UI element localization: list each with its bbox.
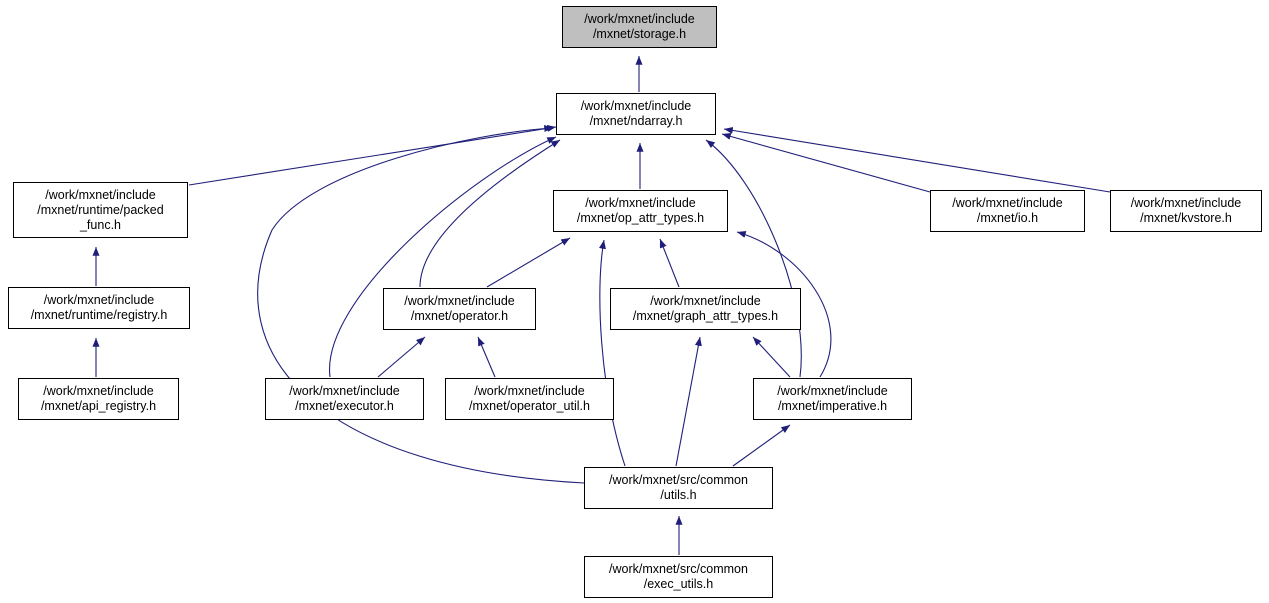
node-kvstore-h[interactable]: [1110, 190, 1262, 232]
node-label-line1: /work/mxnet/include: [474, 384, 585, 398]
node-label-line2: /mxnet/api_registry.h: [40, 399, 157, 413]
node-runtime-registry-h[interactable]: [8, 287, 190, 329]
node-label-line2: /mxnet/runtime/registry.h: [30, 308, 168, 322]
node-label-line1: /work/mxnet/include: [289, 384, 400, 398]
node-common-exec-utils-h[interactable]: [584, 556, 773, 598]
node-label-line1: /work/mxnet/include: [952, 196, 1063, 210]
node-label-line2: /mxnet/runtime/packed: [37, 202, 164, 217]
node-label-line1: /work/mxnet/include: [584, 12, 695, 26]
node-label-line2: /mxnet/operator_util.h: [469, 399, 590, 413]
node-label-line1: /work/mxnet/include: [45, 187, 156, 202]
node-label-line1: /work/mxnet/include: [580, 99, 692, 113]
node-label-line2: /mxnet/io.h: [976, 211, 1039, 225]
node-label-line1: /work/mxnet/include: [404, 294, 515, 308]
node-operator-h[interactable]: [383, 288, 536, 330]
node-label-line1: /work/mxnet/include: [43, 384, 154, 398]
node-label-line2: /utils.h: [660, 488, 697, 502]
node-io-h[interactable]: [930, 190, 1085, 232]
node-common-utils-h[interactable]: [584, 467, 773, 509]
node-label-line2: /mxnet/imperative.h: [777, 399, 888, 413]
node-label-line1: /work/mxnet/src/common: [609, 562, 748, 576]
node-label-line2: /mxnet/ndarray.h: [589, 114, 683, 128]
node-imperative-h[interactable]: [753, 378, 912, 420]
node-label-line2: /mxnet/executor.h: [295, 399, 394, 413]
node-label-line1: /work/mxnet/include: [777, 384, 888, 398]
node-label-line1: /work/mxnet/src/common: [609, 473, 748, 487]
node-label-line1: /work/mxnet/include: [43, 293, 155, 307]
node-operator-util-h[interactable]: [445, 378, 614, 420]
node-label-line2: /exec_utils.h: [643, 577, 714, 591]
node-label-line1: /work/mxnet/include: [1130, 196, 1242, 210]
node-label-line2: /mxnet/storage.h: [592, 27, 687, 41]
node-label-line2: /mxnet/operator.h: [410, 309, 509, 323]
node-op-attr-types-h[interactable]: [553, 190, 728, 232]
node-label-line2: /mxnet/kvstore.h: [1140, 211, 1232, 225]
node-label-line1: /work/mxnet/include: [650, 294, 761, 308]
node-ndarray-h[interactable]: [556, 93, 716, 135]
node-runtime-packed-func-h[interactable]: [13, 182, 188, 238]
node-graph-attr-types-h[interactable]: [610, 288, 801, 330]
node-label-line1: /work/mxnet/include: [585, 196, 696, 210]
node-label-line2: /mxnet/graph_attr_types.h: [632, 309, 779, 323]
node-executor-h[interactable]: [265, 378, 424, 420]
node-api-registry-h[interactable]: [18, 378, 179, 420]
node-label-line2: /mxnet/op_attr_types.h: [576, 211, 705, 225]
node-storage-h[interactable]: [562, 6, 717, 48]
node-label-line3: _func.h: [79, 217, 121, 232]
